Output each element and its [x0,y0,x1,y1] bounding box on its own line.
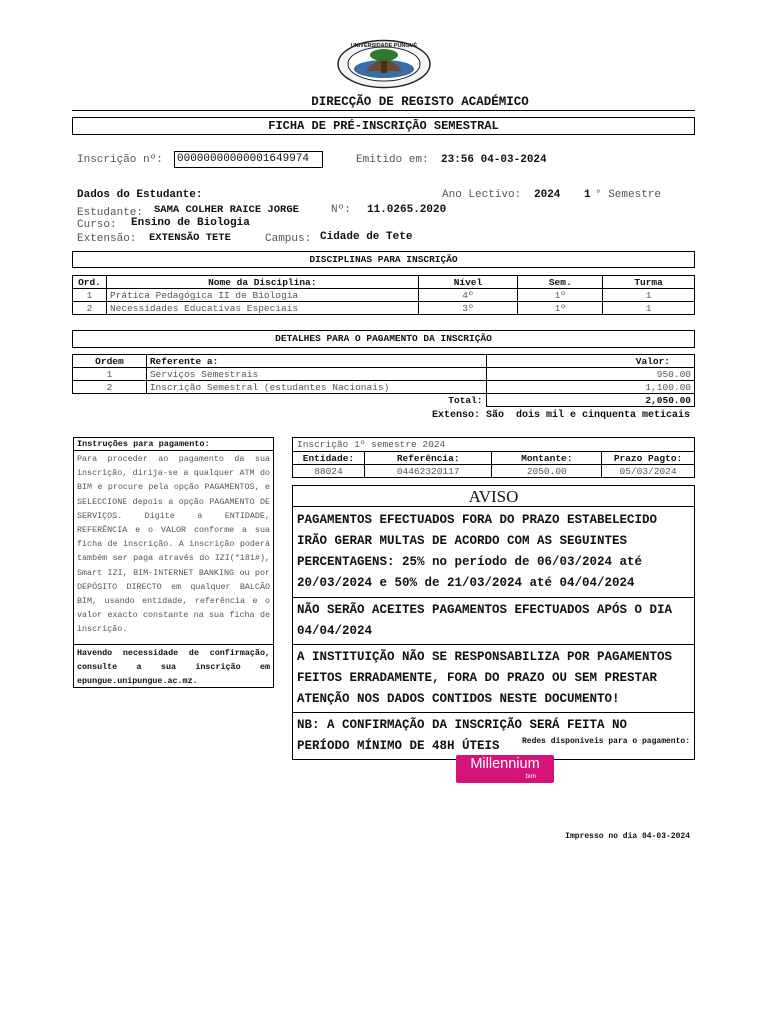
deadline-value: 05/03/2024 [602,465,695,478]
cell: 2 [73,302,107,315]
cell: Prática Pedagógica II de Biologia [106,289,418,302]
aviso-line: PERCENTAGENS: 25% no período de 06/03/2024 até [297,555,643,569]
col-entity: Entidade: [293,452,365,465]
table-row [73,302,695,315]
academic-year-label: Ano Lectivo: [442,189,522,201]
extension: EXTENSÃO TETE [149,232,231,244]
instructions-note: Havendo necessidade de confirmação, consulte a sua inscrição em epungue.unipungue.ac.mz. [74,644,273,689]
cell: Serviços Semestrais [146,368,486,381]
instructions-title: Instruções para pagamento: [74,438,273,451]
cell: 3º [418,302,518,315]
col-order: Ordem [73,355,147,368]
printed-date: Impresso no dia 04-03-2024 [565,832,690,841]
semester-label: ° Semestre [595,189,662,201]
aviso-line: PAGAMENTOS EFECTUADOS FORA DO PRAZO ESTABELECIDO [297,513,658,527]
academic-year: 2024 [534,189,561,201]
semester-number: 1 [584,189,591,201]
aviso-box [292,485,695,760]
col-deadline: Prazo Pagto: [602,452,695,465]
disciplines-title: DISCIPLINAS PARA INSCRIÇÃO [72,251,695,268]
cell: 950.00 [486,368,694,381]
total-value: 2,050.00 [486,394,694,407]
reference-value: 04462320117 [364,465,492,478]
svg-text:UNIVERSIDADE PÚNGUÈ: UNIVERSIDADE PÚNGUÈ [350,43,418,49]
issued-datetime: 23:56 04-03-2024 [441,154,547,166]
payment-header-row [73,355,695,368]
student-section-label: Dados do Estudante: [77,189,203,201]
aviso-line: IRÃO GERAR MULTAS DE ACORDO COM AS SEGUINTES [297,534,628,548]
form-title: FICHA DE PRÉ-INSCRIÇÃO SEMESTRAL [72,117,695,135]
millennium-bim-logo [456,755,554,783]
col-ref: Referência: [364,452,492,465]
aviso-line: PERÍODO MÍNIMO DE 48H ÚTEIS [297,739,500,753]
cell: 1,100.00 [486,381,694,394]
student-id-label: Nº: [331,204,351,216]
networks-label: Redes disponíveis para o pagamento: [521,737,690,746]
aviso-line: FEITOS ERRADAMENTE, FORA DO PRAZO OU SEM PRESTAR [297,671,658,685]
amount-in-words: Extenso: São dois mil e cinquenta meticais [431,410,690,421]
campus: Cidade de Tete [320,231,413,243]
issued-label: Emitido em: [356,154,429,166]
student-name-label: Estudante: [77,207,144,219]
university-logo [336,39,432,89]
payment-details-table [72,354,695,407]
col-class: Turma [603,276,695,289]
aviso-title: AVISO [292,485,695,507]
total-label: Total: [146,394,486,407]
table-row [73,381,695,394]
cell: 4º [418,289,518,302]
col-level: Nível [418,276,518,289]
registration-number: 00000000000001649974 [174,151,323,168]
col-value: Valor: [486,355,694,368]
entity-value: 88024 [293,465,365,478]
instructions-box [73,437,274,688]
cell: Inscrição Semestral (estudantes Nacionais) [146,381,486,394]
payment-ref-box [292,437,695,478]
bank-name: Millennium [470,756,540,772]
aviso-line: A INSTITUIÇÃO NÃO SE RESPONSABILIZA POR PAGAMENTOS [297,650,673,664]
extension-label: Extensão: [77,233,137,245]
bank-sub: bim [525,773,536,780]
cell: 1 [603,302,695,315]
cell: 1º [518,289,603,302]
disciplines-header-row [73,276,695,289]
aviso-line: ATENÇÃO NOS DADOS CONTIDOS NESTE DOCUMENTO! [297,692,620,706]
amount-value: 2050.00 [492,465,602,478]
col-reference: Referente a: [146,355,486,368]
aviso-line: NÃO SERÃO ACEITES PAGAMENTOS EFECTUADOS APÓS O DIA [297,603,673,617]
aviso-line: 20/03/2024 e 50% de 21/03/2024 até 04/04/2024 [297,576,635,590]
student-name: SAMA COLHER RAICE JORGE [154,204,299,216]
page-title: DIRECÇÃO DE REGISTO ACADÉMICO [311,95,529,109]
cell: Necessidades Educativas Especiais [106,302,418,315]
registration-number-label: Inscrição nº: [77,154,163,166]
table-row [293,465,695,478]
cell: 1º [518,302,603,315]
cell: 2 [73,381,147,394]
aviso-block-responsibility [292,645,695,713]
course: Ensino de Biologia [131,217,250,229]
aviso-block-deadline [292,598,695,645]
header-rule [72,110,695,111]
payment-ref-header-row [293,452,695,465]
col-discipline-name: Nome da Disciplina: [106,276,418,289]
table-row [73,289,695,302]
aviso-line: 04/04/2024 [297,624,373,638]
course-label: Curso: [77,219,117,231]
cell: 1 [603,289,695,302]
col-ord: Ord. [73,276,107,289]
student-id: 11.0265.2020 [367,204,447,216]
payment-details-title: DETALHES PARA O PAGAMENTO DA INSCRIÇÃO [72,330,695,348]
col-semester: Sem. [518,276,603,289]
disciplines-table [72,275,695,315]
table-row [73,368,695,381]
cell: 1 [73,289,107,302]
payment-ref-table [292,451,695,478]
aviso-block-fines [292,507,695,598]
cell: 1 [73,368,147,381]
campus-label: Campus: [265,233,312,245]
aviso-line: NB: A CONFIRMAÇÃO DA INSCRIÇÃO SERÁ FEITA NO [297,718,628,732]
payment-ref-caption: Inscrição 1º semestre 2024 [292,437,695,451]
col-amount: Montante: [492,452,602,465]
instructions-text: Para proceder ao pagamento da sua inscrição, dirija-se a qualquer ATM do BIM e procure pela opção PAGAMENTOS, e SELECCIONE depois a opção PAGAMENTO DE SERVIÇOS. Digite a ENTIDADE, REFERÊNCIA e o VALOR conforme a sua ficha de inscrição. A inscrição poderá também ser paga através do IZI(*181#), Smart IZI, BIM-INTERNET BANKING ou por DEPÓSITO DIRECTO em qualquer BALCÃO BIM, usando entidade, referência e o valor exacto constante na sua ficha de inscrição. [77,454,270,635]
total-row [73,394,695,407]
